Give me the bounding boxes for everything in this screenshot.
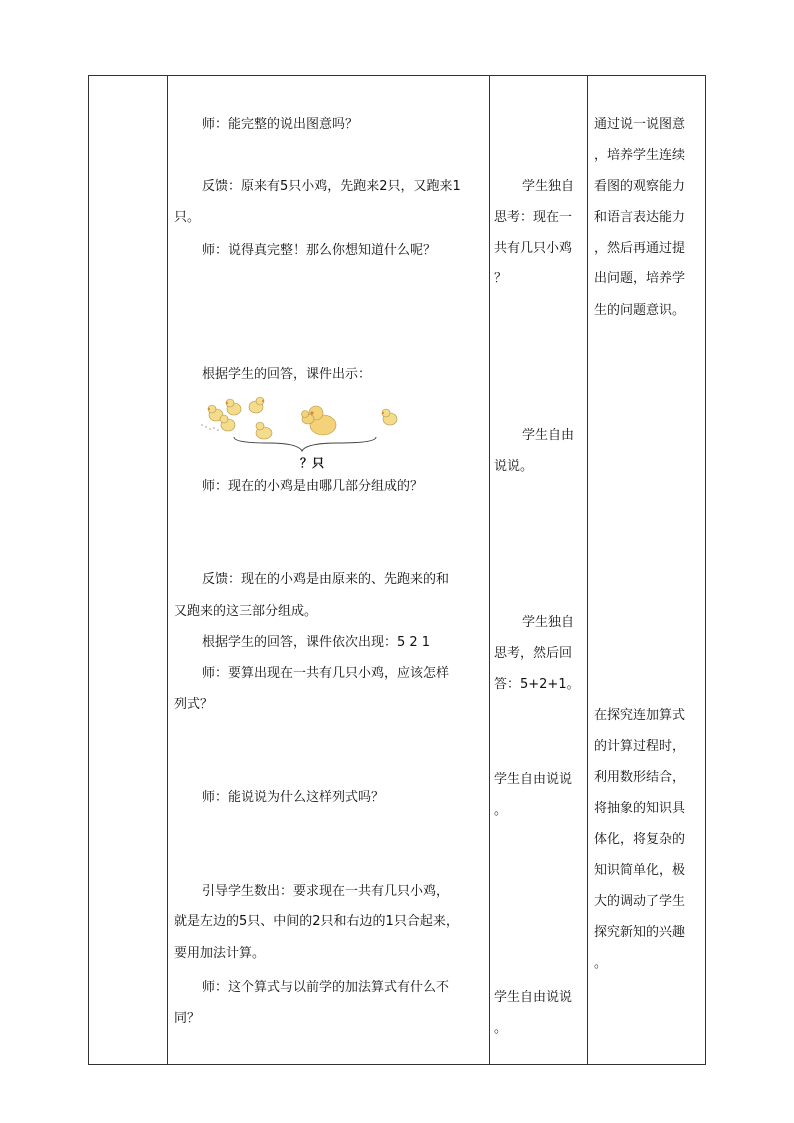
student-line: 。	[494, 803, 508, 818]
chick-group-left	[208, 397, 272, 439]
teacher-line: 就是左边的5只、中间的2只和右边的1只合起来，	[174, 914, 459, 929]
intent-line: 体化，将复杂的	[594, 832, 686, 847]
student-line: 说说。	[494, 459, 534, 474]
student-line: 学生独自	[522, 615, 575, 630]
teacher-line: 师：现在的小鸡是由哪几部分组成的？	[202, 479, 424, 494]
intent-line: 的计算过程时，	[594, 739, 686, 754]
teacher-line: 师：这个算式与以前学的加法算式有什么不	[202, 980, 450, 995]
teacher-line: 反馈：原来有5只小鸡，先跑来2只，又跑来1	[202, 179, 461, 194]
teacher-line: 师：能说说为什么这样列式吗？	[202, 790, 385, 805]
student-line: 学生自由说说	[494, 990, 573, 1005]
chick-single-right	[382, 409, 397, 425]
teacher-line: 只。	[174, 210, 201, 225]
column-divider	[489, 76, 490, 1064]
student-line: 学生自由说说	[494, 772, 573, 787]
teacher-line: 师：说得真完整！那么你想知道什么呢？	[202, 243, 437, 258]
intent-line: 看图的观察能力	[594, 179, 686, 194]
teacher-line: 根据学生的回答，课件出示：	[202, 367, 372, 382]
teacher-line: 师：能完整的说出图意吗？	[202, 117, 359, 132]
student-line: ？	[494, 271, 508, 286]
intent-line: 通过说一说图意	[594, 117, 686, 132]
intent-line: 。	[594, 956, 608, 971]
student-line: 思考：现在一	[494, 210, 573, 225]
student-line: 。	[494, 1021, 508, 1036]
teacher-line: 引导学生数出：要求现在一共有几只小鸡，	[202, 884, 450, 899]
student-line: 学生自由	[522, 428, 575, 443]
teacher-line: 同？	[174, 1011, 201, 1026]
student-line: 思考，然后回	[494, 646, 573, 661]
intent-line: 知识简单化，极	[594, 863, 686, 878]
intent-line: 在探究连加算式	[594, 708, 686, 723]
intent-line: ，然后再通过提	[594, 241, 686, 256]
teacher-line: 列式？	[174, 697, 214, 712]
intent-line: 生的问题意识。	[594, 303, 686, 318]
intent-line: 出问题，培养学	[594, 271, 686, 286]
column-divider	[587, 76, 588, 1064]
teacher-line: 要用加法计算。	[174, 946, 266, 961]
student-line: 答：5+2+1。	[494, 677, 580, 692]
teacher-line: 师：要算出现在一共有几只小鸡，应该怎样	[202, 666, 450, 681]
intent-line: 和语言表达能力	[594, 210, 686, 225]
intent-line: 探究新知的兴趣	[594, 925, 686, 940]
figure-question-label: ？只	[300, 456, 325, 470]
teacher-line: 反馈：现在的小鸡是由原来的、先跑来的和	[202, 572, 450, 587]
student-line: 学生独自	[522, 179, 575, 194]
intent-line: 利用数形结合，	[594, 770, 686, 785]
student-line: 共有几只小鸡	[494, 241, 573, 256]
teacher-line: 又跑来的这三部分组成。	[174, 604, 318, 619]
intent-line: 大的调动了学生	[594, 894, 686, 909]
intent-line: ，培养学生连续	[594, 148, 686, 163]
column-divider	[167, 76, 168, 1064]
teacher-line: 根据学生的回答，课件依次出现：5 2 1	[202, 635, 431, 650]
intent-line: 将抽象的知识具	[594, 801, 686, 816]
chick-group-middle	[302, 406, 337, 435]
